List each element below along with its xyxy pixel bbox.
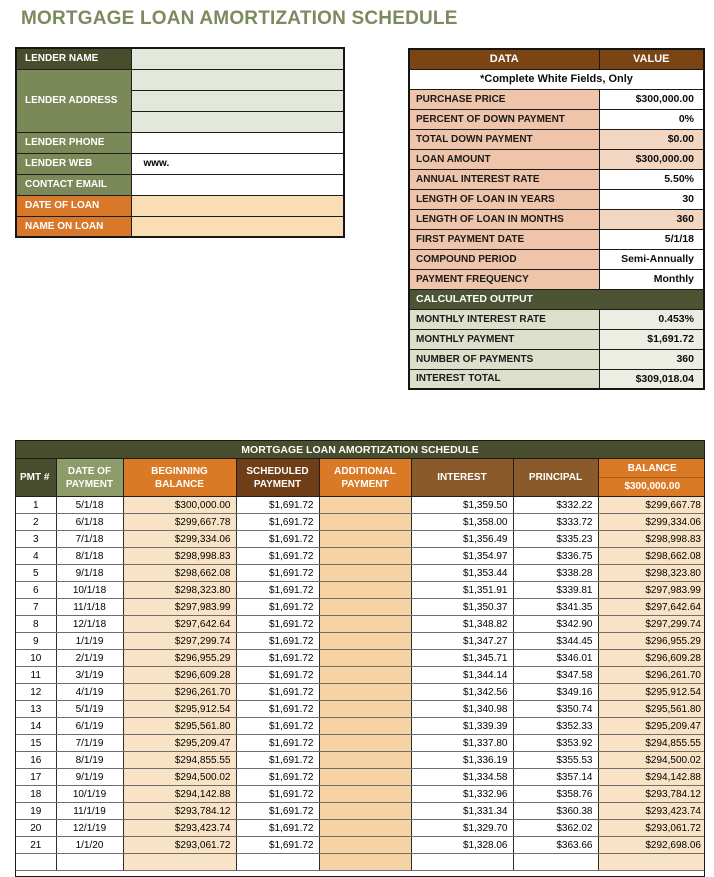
- cell-date-of-payment: 7/1/19: [56, 735, 123, 752]
- cell-additional-payment[interactable]: [319, 667, 411, 684]
- cell-balance: $294,500.02: [598, 752, 705, 769]
- value-column-header: VALUE: [599, 49, 704, 69]
- cell-principal: $336.75: [513, 548, 598, 565]
- cell-pmt-number: 7: [16, 599, 56, 616]
- cell-pmt-number: 3: [16, 531, 56, 548]
- cell-interest: $1,354.97: [411, 548, 513, 565]
- cell-additional-payment[interactable]: [319, 803, 411, 820]
- output-label: MONTHLY PAYMENT: [409, 329, 599, 349]
- lender-address-input-2[interactable]: [131, 90, 344, 111]
- cell-balance: $295,912.54: [598, 684, 705, 701]
- cell-balance: $296,955.29: [598, 633, 705, 650]
- cell-principal: $346.01: [513, 650, 598, 667]
- cell-additional-payment[interactable]: [319, 684, 411, 701]
- cell-beginning-balance: $295,209.47: [123, 735, 236, 752]
- col-header-scheduled-payment: SCHEDULED PAYMENT: [236, 459, 319, 497]
- calculated-output-header-row: [409, 289, 704, 309]
- cell-date-of-payment: 1/1/19: [56, 633, 123, 650]
- cell-additional-payment[interactable]: [319, 820, 411, 837]
- cell-interest: $1,356.49: [411, 531, 513, 548]
- page-title: MORTGAGE LOAN AMORTIZATION SCHEDULE: [21, 8, 458, 29]
- amortization-schedule: [15, 440, 705, 877]
- cell-balance: $295,209.47: [598, 718, 705, 735]
- cell-pmt-number: 21: [16, 837, 56, 854]
- cell-principal: $335.23: [513, 531, 598, 548]
- cell-scheduled-payment: $1,691.72: [236, 667, 319, 684]
- schedule-row: [16, 820, 705, 837]
- cell-additional-payment[interactable]: [319, 599, 411, 616]
- cell-pmt-number: 15: [16, 735, 56, 752]
- cell-principal: $358.76: [513, 786, 598, 803]
- cell-scheduled-payment: $1,691.72: [236, 548, 319, 565]
- cell-pmt-number: 8: [16, 616, 56, 633]
- schedule-row: [16, 497, 705, 514]
- data-label: COMPOUND PERIOD: [409, 249, 599, 269]
- output-value: $1,691.72: [599, 329, 704, 349]
- data-table-row: [409, 249, 704, 269]
- cell-balance: $297,642.64: [598, 599, 705, 616]
- cell-interest: $1,348.82: [411, 616, 513, 633]
- cell-additional-payment[interactable]: [319, 548, 411, 565]
- note-row: [409, 69, 704, 89]
- cell-date-of-payment: 5/1/18: [56, 497, 123, 514]
- cell-pmt-number: 19: [16, 803, 56, 820]
- cell-beginning-balance: $293,784.12: [123, 803, 236, 820]
- cell-interest: $1,329.70: [411, 820, 513, 837]
- cell-beginning-balance: $299,334.06: [123, 531, 236, 548]
- cell-pmt-number: 20: [16, 820, 56, 837]
- data-table-row: [409, 369, 704, 389]
- cell-additional-payment[interactable]: [319, 769, 411, 786]
- cell-principal: $344.45: [513, 633, 598, 650]
- cell-date-of-payment: [56, 854, 123, 871]
- schedule-row: [16, 735, 705, 752]
- schedule-row: [16, 599, 705, 616]
- cell-date-of-payment: 9/1/19: [56, 769, 123, 786]
- data-table-row: [409, 169, 704, 189]
- data-label: PURCHASE PRICE: [409, 89, 599, 109]
- lender-address-label: LENDER ADDRESS: [16, 69, 131, 132]
- lender-name-label: LENDER NAME: [16, 48, 131, 69]
- data-column-header: DATA: [409, 49, 599, 69]
- cell-date-of-payment: 2/1/19: [56, 650, 123, 667]
- cell-principal: $349.16: [513, 684, 598, 701]
- cell-date-of-payment: 5/1/19: [56, 701, 123, 718]
- schedule-row: [16, 752, 705, 769]
- cell-balance: $298,998.83: [598, 531, 705, 548]
- cell-additional-payment[interactable]: [319, 752, 411, 769]
- cell-date-of-payment: 10/1/18: [56, 582, 123, 599]
- lender-form: [15, 47, 345, 238]
- cell-principal: $332.22: [513, 497, 598, 514]
- cell-interest: $1,358.00: [411, 514, 513, 531]
- cell-scheduled-payment: $1,691.72: [236, 565, 319, 582]
- cell-date-of-payment: 12/1/18: [56, 616, 123, 633]
- cell-beginning-balance: $293,061.72: [123, 837, 236, 854]
- cell-principal: [513, 854, 598, 871]
- cell-additional-payment[interactable]: [319, 616, 411, 633]
- col-header-date-of-payment: DATE OF PAYMENT: [56, 459, 123, 497]
- cell-beginning-balance: $294,142.88: [123, 786, 236, 803]
- schedule-row: [16, 701, 705, 718]
- cell-additional-payment[interactable]: [319, 565, 411, 582]
- cell-balance: [598, 854, 705, 871]
- cell-pmt-number: 1: [16, 497, 56, 514]
- cell-principal: $363.66: [513, 837, 598, 854]
- output-value: 0.453%: [599, 309, 704, 329]
- data-label: TOTAL DOWN PAYMENT: [409, 129, 599, 149]
- cell-scheduled-payment: $1,691.72: [236, 769, 319, 786]
- date-of-loan-input[interactable]: [131, 195, 344, 216]
- cell-pmt-number: 10: [16, 650, 56, 667]
- cell-scheduled-payment: $1,691.72: [236, 837, 319, 854]
- note-text: *Complete White Fields, Only: [409, 69, 704, 89]
- loan-data-table: [408, 48, 705, 390]
- schedule-row: [16, 548, 705, 565]
- output-value: 360: [599, 349, 704, 369]
- cell-balance: $294,142.88: [598, 769, 705, 786]
- cell-scheduled-payment: $1,691.72: [236, 803, 319, 820]
- cell-beginning-balance: $296,609.28: [123, 667, 236, 684]
- data-table-row: [409, 89, 704, 109]
- cell-beginning-balance: $295,561.80: [123, 718, 236, 735]
- output-value: $309,018.04: [599, 369, 704, 389]
- input-value[interactable]: 5/1/18: [599, 229, 704, 249]
- cell-date-of-payment: 3/1/19: [56, 667, 123, 684]
- cell-scheduled-payment: $1,691.72: [236, 735, 319, 752]
- form-row: [16, 195, 344, 216]
- schedule-row: [16, 514, 705, 531]
- cell-beginning-balance: $295,912.54: [123, 701, 236, 718]
- cell-balance: $293,061.72: [598, 820, 705, 837]
- lender-name-input[interactable]: [131, 48, 344, 69]
- cell-additional-payment[interactable]: [319, 531, 411, 548]
- col-header-balance: [598, 459, 705, 497]
- cell-balance: $299,667.78: [598, 497, 705, 514]
- cell-beginning-balance: $298,998.83: [123, 548, 236, 565]
- cell-scheduled-payment: $1,691.72: [236, 599, 319, 616]
- cell-scheduled-payment: $1,691.72: [236, 752, 319, 769]
- cell-balance: $297,299.74: [598, 616, 705, 633]
- form-row: [16, 216, 344, 237]
- cell-pmt-number: [16, 854, 56, 871]
- schedule-row: [16, 582, 705, 599]
- cell-beginning-balance: $300,000.00: [123, 497, 236, 514]
- cell-interest: $1,342.56: [411, 684, 513, 701]
- input-value[interactable]: $300,000.00: [599, 89, 704, 109]
- name-on-loan-label: NAME ON LOAN: [16, 216, 131, 237]
- input-value[interactable]: 0%: [599, 109, 704, 129]
- cell-balance: $292,698.06: [598, 837, 705, 854]
- data-table-row: [409, 129, 704, 149]
- cell-date-of-payment: 8/1/19: [56, 752, 123, 769]
- cell-balance: $293,784.12: [598, 786, 705, 803]
- cell-principal: $350.74: [513, 701, 598, 718]
- schedule-row: [16, 718, 705, 735]
- data-table-row: [409, 349, 704, 369]
- lender-address-input-1[interactable]: [131, 69, 344, 90]
- schedule-row: [16, 769, 705, 786]
- cell-principal: $353.92: [513, 735, 598, 752]
- col-header-beginning-balance: BEGINNING BALANCE: [123, 459, 236, 497]
- form-row: [16, 48, 344, 69]
- cell-beginning-balance: $293,423.74: [123, 820, 236, 837]
- cell-additional-payment[interactable]: [319, 514, 411, 531]
- cell-scheduled-payment: $1,691.72: [236, 820, 319, 837]
- data-table-header-row: [409, 49, 704, 69]
- col-header-balance-label: BALANCE: [599, 459, 706, 478]
- data-label: LOAN AMOUNT: [409, 149, 599, 169]
- form-row: [16, 69, 344, 90]
- cell-beginning-balance: [123, 854, 236, 871]
- contact-email-label: CONTACT EMAIL: [16, 174, 131, 195]
- cell-interest: $1,328.06: [411, 837, 513, 854]
- cell-interest: $1,347.27: [411, 633, 513, 650]
- lender-web-input[interactable]: www.: [131, 153, 344, 174]
- data-table-row: [409, 229, 704, 249]
- cell-interest: $1,340.98: [411, 701, 513, 718]
- date-of-loan-label: DATE OF LOAN: [16, 195, 131, 216]
- cell-scheduled-payment: $1,691.72: [236, 497, 319, 514]
- cell-scheduled-payment: $1,691.72: [236, 582, 319, 599]
- cell-interest: $1,344.14: [411, 667, 513, 684]
- schedule-title: MORTGAGE LOAN AMORTIZATION SCHEDULE: [16, 441, 704, 459]
- schedule-row: [16, 650, 705, 667]
- cell-pmt-number: 5: [16, 565, 56, 582]
- cell-additional-payment[interactable]: [319, 582, 411, 599]
- cell-beginning-balance: $296,261.70: [123, 684, 236, 701]
- cell-beginning-balance: $298,662.08: [123, 565, 236, 582]
- cell-date-of-payment: 10/1/19: [56, 786, 123, 803]
- cell-principal: $339.81: [513, 582, 598, 599]
- cell-scheduled-payment: $1,691.72: [236, 531, 319, 548]
- input-value[interactable]: Semi-Annually: [599, 249, 704, 269]
- cell-additional-payment[interactable]: [319, 701, 411, 718]
- cell-interest: $1,359.50: [411, 497, 513, 514]
- cell-pmt-number: 18: [16, 786, 56, 803]
- cell-pmt-number: 4: [16, 548, 56, 565]
- calculated-value: $0.00: [599, 129, 704, 149]
- calculated-output-header: CALCULATED OUTPUT: [409, 289, 704, 309]
- cell-scheduled-payment: $1,691.72: [236, 718, 319, 735]
- cell-balance: $298,323.80: [598, 565, 705, 582]
- cell-interest: $1,350.37: [411, 599, 513, 616]
- cell-balance: $295,561.80: [598, 701, 705, 718]
- cell-beginning-balance: $298,323.80: [123, 582, 236, 599]
- cell-beginning-balance: $297,299.74: [123, 633, 236, 650]
- cell-interest: $1,334.58: [411, 769, 513, 786]
- data-table-row: [409, 269, 704, 289]
- schedule-row: [16, 667, 705, 684]
- input-value[interactable]: 5.50%: [599, 169, 704, 189]
- cell-pmt-number: 16: [16, 752, 56, 769]
- schedule-row: [16, 786, 705, 803]
- input-value[interactable]: 30: [599, 189, 704, 209]
- cell-pmt-number: 9: [16, 633, 56, 650]
- cell-principal: $347.58: [513, 667, 598, 684]
- form-row: [16, 132, 344, 153]
- cell-additional-payment[interactable]: [319, 718, 411, 735]
- cell-scheduled-payment: $1,691.72: [236, 701, 319, 718]
- cell-scheduled-payment: $1,691.72: [236, 514, 319, 531]
- cell-additional-payment[interactable]: [319, 837, 411, 854]
- data-table-row: [409, 189, 704, 209]
- schedule-row-partial: [16, 854, 705, 871]
- cell-date-of-payment: 11/1/18: [56, 599, 123, 616]
- output-label: NUMBER OF PAYMENTS: [409, 349, 599, 369]
- cell-scheduled-payment: $1,691.72: [236, 786, 319, 803]
- cell-additional-payment[interactable]: [319, 633, 411, 650]
- cell-principal: $333.72: [513, 514, 598, 531]
- cell-pmt-number: 11: [16, 667, 56, 684]
- schedule-row: [16, 633, 705, 650]
- cell-pmt-number: 6: [16, 582, 56, 599]
- cell-date-of-payment: 9/1/18: [56, 565, 123, 582]
- cell-interest: $1,345.71: [411, 650, 513, 667]
- cell-interest: $1,339.39: [411, 718, 513, 735]
- col-header-balance-start: $300,000.00: [624, 481, 681, 492]
- lender-phone-label: LENDER PHONE: [16, 132, 131, 153]
- cell-additional-payment[interactable]: [319, 735, 411, 752]
- cell-principal: $341.35: [513, 599, 598, 616]
- cell-additional-payment[interactable]: [319, 854, 411, 871]
- form-row: [16, 153, 344, 174]
- schedule-row: [16, 837, 705, 854]
- cell-additional-payment[interactable]: [319, 786, 411, 803]
- schedule-row: [16, 616, 705, 633]
- col-header-interest: INTEREST: [411, 459, 513, 497]
- cell-beginning-balance: $299,667.78: [123, 514, 236, 531]
- lender-address-input-3[interactable]: [131, 111, 344, 132]
- cell-scheduled-payment: $1,691.72: [236, 650, 319, 667]
- cell-principal: $352.33: [513, 718, 598, 735]
- cell-balance: $293,423.74: [598, 803, 705, 820]
- output-label: MONTHLY INTEREST RATE: [409, 309, 599, 329]
- data-label: FIRST PAYMENT DATE: [409, 229, 599, 249]
- cell-beginning-balance: $297,983.99: [123, 599, 236, 616]
- data-table-row: [409, 109, 704, 129]
- cell-interest: $1,353.44: [411, 565, 513, 582]
- data-label: LENGTH OF LOAN IN YEARS: [409, 189, 599, 209]
- cell-interest: $1,331.34: [411, 803, 513, 820]
- data-table-row: [409, 309, 704, 329]
- col-header-additional-payment: ADDITIONAL PAYMENT: [319, 459, 411, 497]
- contact-email-input[interactable]: [131, 174, 344, 195]
- cell-date-of-payment: 11/1/19: [56, 803, 123, 820]
- cell-balance: $296,261.70: [598, 667, 705, 684]
- data-label: LENGTH OF LOAN IN MONTHS: [409, 209, 599, 229]
- cell-beginning-balance: $296,955.29: [123, 650, 236, 667]
- lender-phone-input[interactable]: [131, 132, 344, 153]
- cell-pmt-number: 12: [16, 684, 56, 701]
- cell-interest: $1,337.80: [411, 735, 513, 752]
- cell-interest: $1,336.19: [411, 752, 513, 769]
- cell-date-of-payment: 12/1/19: [56, 820, 123, 837]
- cell-beginning-balance: $294,855.55: [123, 752, 236, 769]
- cell-balance: $294,855.55: [598, 735, 705, 752]
- cell-balance: $298,662.08: [598, 548, 705, 565]
- cell-pmt-number: 17: [16, 769, 56, 786]
- cell-balance: $299,334.06: [598, 514, 705, 531]
- cell-interest: [411, 854, 513, 871]
- schedule-row: [16, 565, 705, 582]
- cell-interest: $1,332.96: [411, 786, 513, 803]
- cell-beginning-balance: $297,642.64: [123, 616, 236, 633]
- col-header-pmt: PMT #: [16, 459, 56, 497]
- cell-scheduled-payment: [236, 854, 319, 871]
- schedule-header-row: [16, 459, 705, 497]
- cell-pmt-number: 2: [16, 514, 56, 531]
- data-label: PAYMENT FREQUENCY: [409, 269, 599, 289]
- cell-scheduled-payment: $1,691.72: [236, 684, 319, 701]
- cell-principal: $362.02: [513, 820, 598, 837]
- input-value[interactable]: Monthly: [599, 269, 704, 289]
- cell-balance: $297,983.99: [598, 582, 705, 599]
- cell-scheduled-payment: $1,691.72: [236, 616, 319, 633]
- cell-balance: $296,609.28: [598, 650, 705, 667]
- cell-pmt-number: 13: [16, 701, 56, 718]
- lender-web-label: LENDER WEB: [16, 153, 131, 174]
- cell-pmt-number: 14: [16, 718, 56, 735]
- cell-principal: $338.28: [513, 565, 598, 582]
- cell-date-of-payment: 6/1/19: [56, 718, 123, 735]
- cell-principal: $357.14: [513, 769, 598, 786]
- schedule-row: [16, 531, 705, 548]
- data-label: ANNUAL INTEREST RATE: [409, 169, 599, 189]
- cell-additional-payment[interactable]: [319, 497, 411, 514]
- col-header-principal: PRINCIPAL: [513, 459, 598, 497]
- data-table-row: [409, 149, 704, 169]
- cell-date-of-payment: 1/1/20: [56, 837, 123, 854]
- name-on-loan-input[interactable]: [131, 216, 344, 237]
- cell-interest: $1,351.91: [411, 582, 513, 599]
- cell-principal: $360.38: [513, 803, 598, 820]
- data-table-row: [409, 209, 704, 229]
- calculated-value: $300,000.00: [599, 149, 704, 169]
- cell-date-of-payment: 6/1/18: [56, 514, 123, 531]
- cell-date-of-payment: 8/1/18: [56, 548, 123, 565]
- schedule-row: [16, 684, 705, 701]
- output-label: INTEREST TOTAL: [409, 369, 599, 389]
- cell-principal: $342.90: [513, 616, 598, 633]
- data-table-row: [409, 329, 704, 349]
- cell-beginning-balance: $294,500.02: [123, 769, 236, 786]
- cell-additional-payment[interactable]: [319, 650, 411, 667]
- cell-date-of-payment: 4/1/19: [56, 684, 123, 701]
- calculated-value: 360: [599, 209, 704, 229]
- cell-principal: $355.53: [513, 752, 598, 769]
- form-row: [16, 174, 344, 195]
- cell-scheduled-payment: $1,691.72: [236, 633, 319, 650]
- data-label: PERCENT OF DOWN PAYMENT: [409, 109, 599, 129]
- schedule-row: [16, 803, 705, 820]
- cell-date-of-payment: 7/1/18: [56, 531, 123, 548]
